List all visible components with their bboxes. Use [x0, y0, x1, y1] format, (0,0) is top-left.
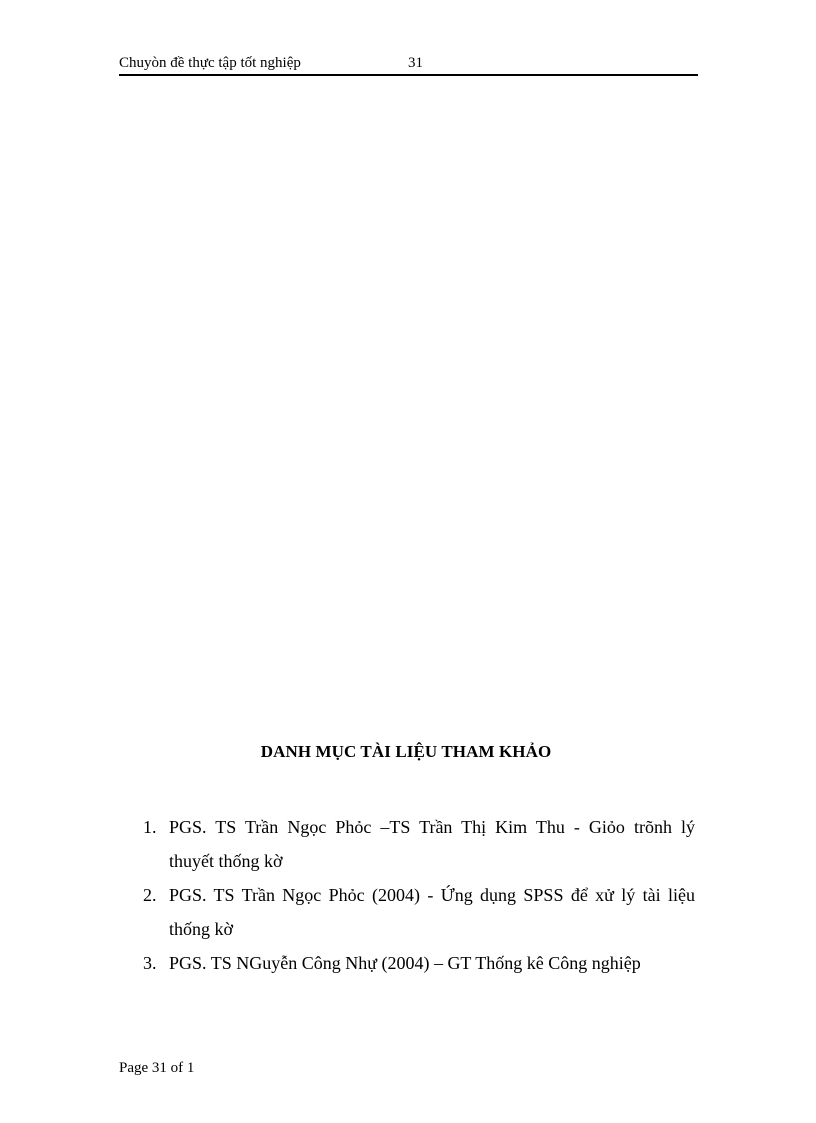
references-heading-text: DANH MỤC TÀI LIỆU THAM KHẢO [260, 742, 552, 761]
reference-number: 1. [143, 817, 157, 837]
reference-item [143, 946, 695, 980]
reference-item [143, 810, 695, 878]
reference-line: PGS. TS Trần Ngọc Phỏc (2004) - Ứng dụng SPSS để xử lý tài liệu [169, 885, 695, 905]
reference-number: 3. [143, 953, 157, 973]
reference-line: PGS. TS Trần Ngọc Phỏc –TS Trần Thị Kim Thu - Giỏo trõnh lý [169, 817, 695, 837]
references-heading [0, 741, 816, 763]
references-list [143, 810, 695, 980]
page-footer [119, 1059, 194, 1077]
reference-line: thuyết thống kờ [169, 851, 283, 871]
footer-page-label: Page 31 of 1 [119, 1060, 195, 1076]
page-header [119, 54, 698, 76]
header-page-number: 31 [408, 55, 423, 71]
reference-number: 2. [143, 885, 157, 905]
header-title: Chuyòn đề thực tập tốt nghiệp [119, 55, 301, 71]
reference-line: thống kờ [169, 919, 234, 939]
reference-line: PGS. TS NGuyễn Công Nhự (2004) – GT Thống kê Công nghiệp [169, 953, 641, 973]
reference-item [143, 878, 695, 946]
